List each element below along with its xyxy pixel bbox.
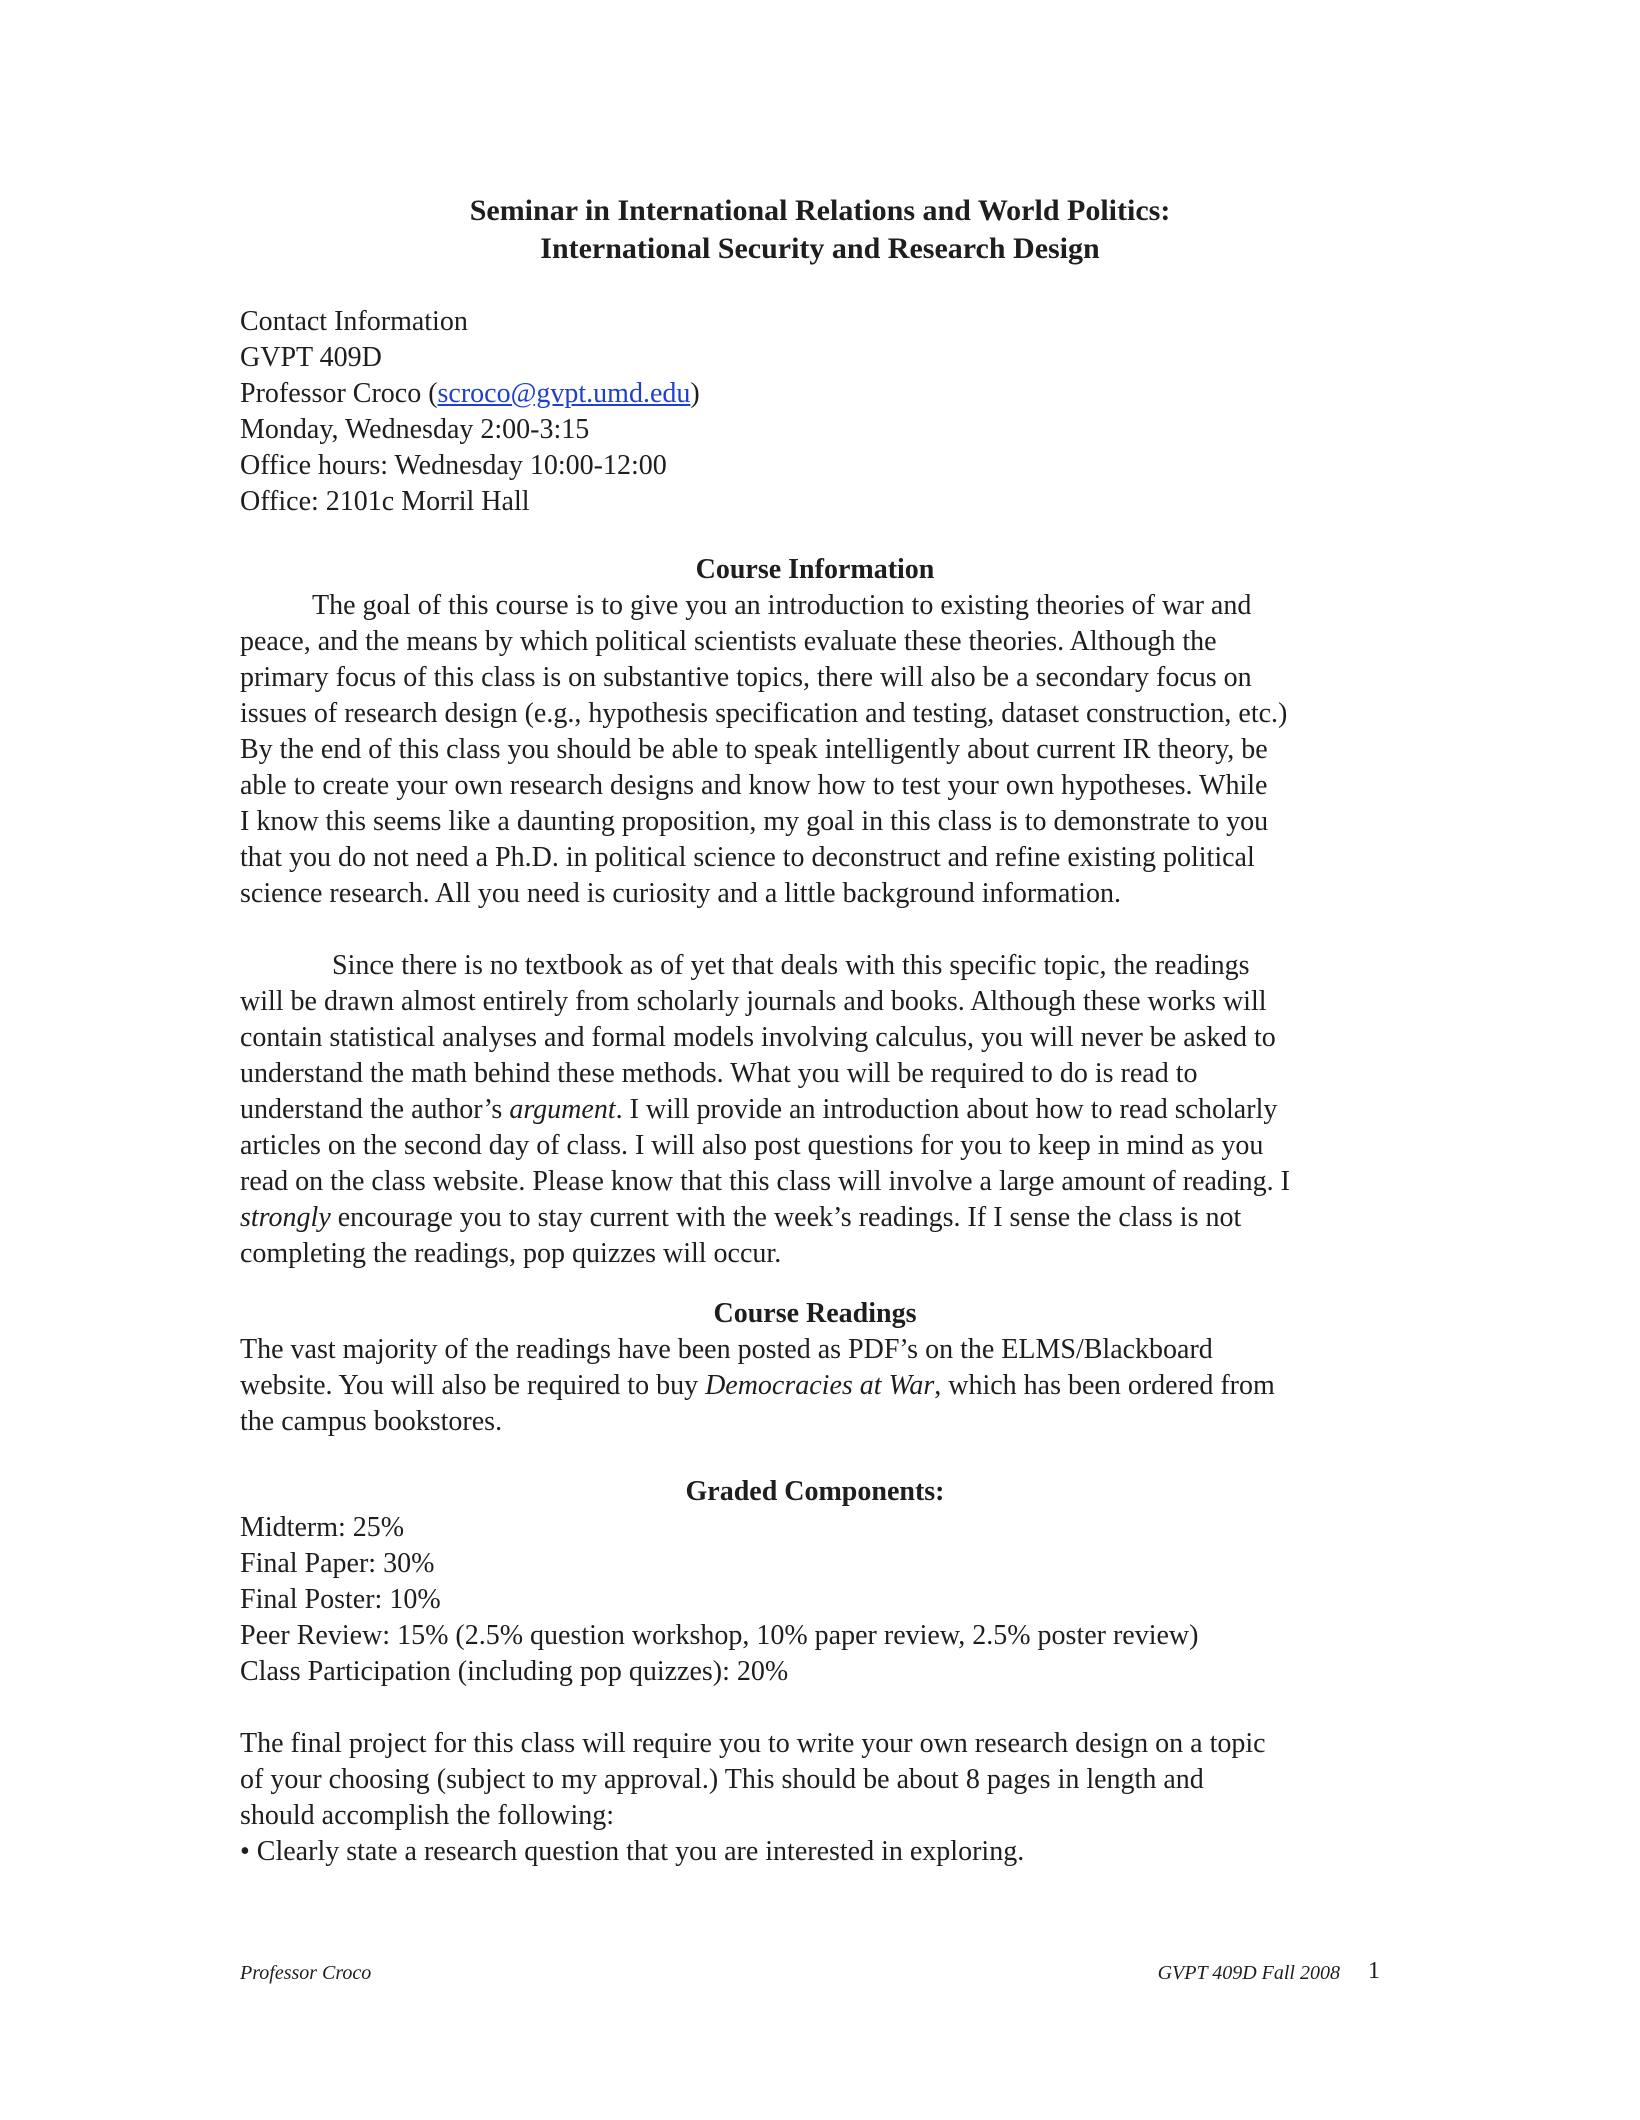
contact-information [240,304,1390,520]
grade-item: Peer Review: 15% (2.5% question workshop, 10% paper review, 2.5% poster review) [240,1620,1199,1651]
class-schedule: Monday, Wednesday 2:00-3:15 [240,414,590,445]
paragraph-line: The final project for this class will require you to write your own research design on a topic [240,1728,1266,1759]
final-project-paragraph [240,1726,1390,1870]
paragraph-line: completing the readings, pop quizzes will occur. [240,1238,782,1269]
text-run: website. You will also be required to buy [240,1370,706,1401]
graded-components-list [240,1510,1390,1690]
office-hours: Office hours: Wednesday 10:00-12:00 [240,450,667,481]
paragraph-line: read on the class website. Please know that this class will involve a large amount of reading. I [240,1166,1290,1197]
paragraph-line [240,1200,1390,1236]
paragraph-line: science research. All you need is curiosity and a little background information. [240,878,1121,909]
course-code: GVPT 409D [240,342,382,373]
course-information-paragraph-1 [240,588,1390,912]
paragraph-line: will be drawn almost entirely from scholarly journals and books. Although these works will [240,986,1267,1017]
footer-course: GVPT 409D Fall 2008 [1157,1962,1340,1984]
paragraph-line: By the end of this class you should be able to speak intelligently about current IR theory, be [240,734,1268,765]
paragraph-line: The vast majority of the readings have been posted as PDF’s on the ELMS/Blackboard [240,1334,1213,1365]
paragraph-line: The goal of this course is to give you an introduction to existing theories of war and [312,590,1252,621]
paragraph-line: peace, and the means by which political scientists evaluate these theories. Although the [240,626,1217,657]
grade-item: Class Participation (including pop quizzes): 20% [240,1656,789,1687]
emphasis-strongly: strongly [240,1202,331,1233]
paragraph-line [240,1092,1390,1128]
bullet-item: • Clearly state a research question that you are interested in exploring. [240,1836,1025,1867]
paragraph-line: able to create your own research designs and know how to test your own hypotheses. While [240,770,1268,801]
contact-heading: Contact Information [240,306,468,337]
paragraph-line [240,1368,1390,1404]
paragraph-line: contain statistical analyses and formal models involving calculus, you will never be asked to [240,1022,1276,1053]
grade-item: Final Poster: 10% [240,1584,441,1615]
title-line-2: International Security and Research Design [540,232,1100,265]
paragraph-line: issues of research design (e.g., hypothesis specification and testing, dataset construction, etc.) [240,698,1288,729]
paragraph-line: should accomplish the following: [240,1800,615,1831]
course-information-heading: Course Information [695,554,935,585]
paragraph-line: that you do not need a Ph.D. in political science to deconstruct and refine existing political [240,842,1255,873]
text-run: , which has been ordered from [934,1370,1275,1401]
paragraph-line: understand the math behind these methods. What you will be required to do is read to [240,1058,1198,1089]
footer-author: Professor Croco [240,1962,372,1984]
graded-components-heading: Graded Components: [685,1476,945,1507]
course-information-paragraph-2 [240,948,1390,1272]
grade-item: Final Paper: 30% [240,1548,435,1579]
text-run: . I will provide an introduction about how to read scholarly [615,1094,1278,1125]
paragraph-line: Since there is no textbook as of yet that deals with this specific topic, the readings [332,950,1250,981]
course-readings-heading: Course Readings [713,1298,917,1329]
paragraph-line: primary focus of this class is on substantive topics, there will also be a secondary focus on [240,662,1252,693]
course-readings-paragraph [240,1332,1390,1440]
emphasis-argument: argument [509,1094,616,1125]
paragraph-line: the campus bookstores. [240,1406,503,1437]
office-location: Office: 2101c Morril Hall [240,486,530,517]
book-title: Democracies at War [705,1370,935,1401]
paragraph-line: of your choosing (subject to my approval.) This should be about 8 pages in length and [240,1764,1204,1795]
professor-line [240,376,1390,412]
email-link[interactable]: scroco@gvpt.umd.edu [437,378,691,409]
grade-item: Midterm: 25% [240,1512,405,1543]
professor-suffix: ) [690,378,700,409]
paragraph-line: articles on the second day of class. I will also post questions for you to keep in mind as you [240,1130,1264,1161]
page-number: 1 [1368,1958,1380,1984]
document-title [240,192,1400,268]
text-run: understand the author’s [240,1094,510,1125]
text-run: encourage you to stay current with the week’s readings. If I sense the class is not [330,1202,1242,1233]
title-line-1: Seminar in International Relations and World Politics: [469,194,1171,227]
paragraph-line: I know this seems like a daunting proposition, my goal in this class is to demonstrate to you [240,806,1269,837]
professor-name: Professor Croco ( [240,378,438,409]
